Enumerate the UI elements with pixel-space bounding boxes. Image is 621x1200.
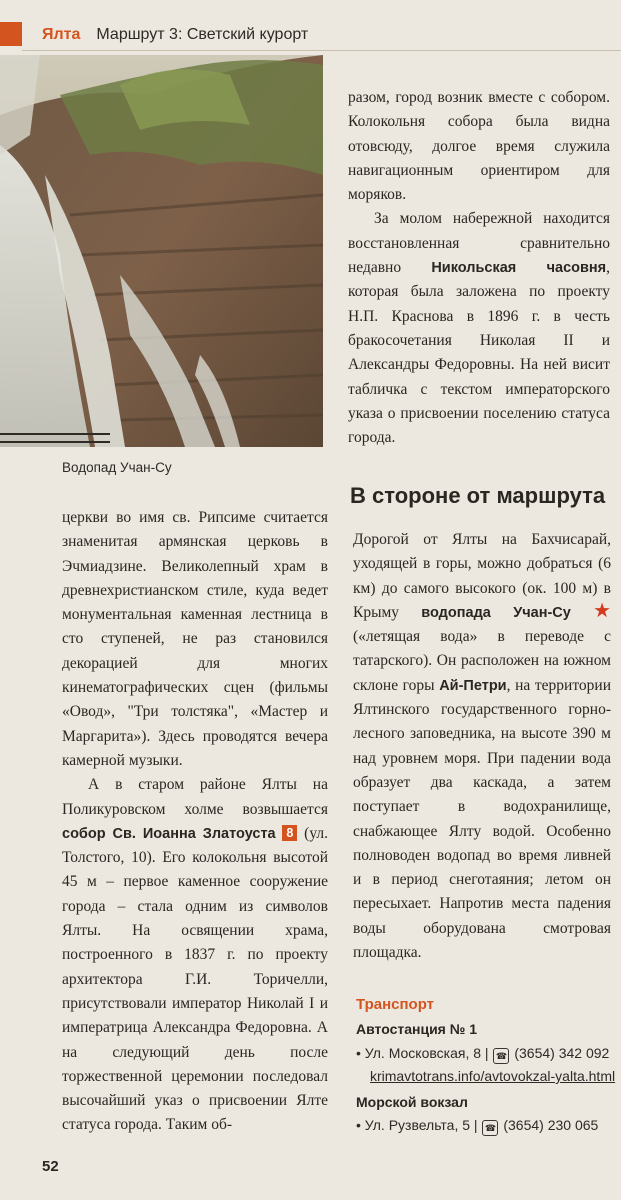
star-icon: ★ [593,599,612,622]
photo-caption: Водопад Учан-Су [62,460,172,475]
header-tab-marker [0,22,22,46]
aside-heading: В стороне от маршрута [350,483,606,508]
paragraph: разом, город возник вместе с собором. Колокольня собора была видна отовсюду, долгое время служила навигационным ориентиром для моряков. [348,89,610,204]
left-column [62,506,328,1138]
header-route: Маршрут 3: Светский курорт [96,26,309,43]
aside-body [353,528,611,965]
transport-title: Транспорт [356,996,435,1013]
page-number: 52 [42,1158,59,1175]
transport-station-1-link[interactable]: krimavtotrans.info/avtovokzal-yalta.html [370,1068,616,1084]
header-rule [22,50,621,51]
highlight-nikolskaya-chapel: Никольская часовня [431,260,607,277]
transport-station-2: Морской вокзал [356,1094,468,1110]
phone-icon: ☎ [482,1120,498,1136]
paragraph: А в старом районе Ялты на Поликуровском холме возвышается собор Св. Иоанна Златоуста 8 (ул. Толстого, 10). Его колокольня высотой 45 м – первое каменное сооружение города – стала одним из символов Ялты. На освящении храма, построенного в 1837 г. по проекту архитектора Г.И. Торичелли, присутствовали император Николай I и императрица Александра Федоровна. А на следующий день после торжественной церемонии последовал высочайший указ о присвоении Ялте статуса города. Таким об- [62,776,329,1134]
phone-icon: ☎ [493,1048,509,1064]
waterfall-photo [0,55,323,447]
highlight-waterfall: водопада Учан-Су [421,604,571,621]
paragraph: Дорогой от Ялты на Бахчисарай, уходящей в горы, можно добраться (6 км) до самого высокого (ок. 100 м) в Крыму водопада Учан-Су ★ («летящая вода» в переводе с татарского). Он расположен на южном склоне горы Ай-Петри, на территории Ялтинского государственного горно-лесного заповедника, на высоте 390 м над уровнем моря. При падении вода образует два каскада, а затем поступает в водохранилище, снабжающее Ялту водой. Особенно полноводен водопад во время ливней и в период снеготаяния; летом он пересыхает. Напротив места падения воды оборудована смотровая площадка. [353,531,612,962]
paragraph: За молом набережной находится восстановленная сравнительно недавно Никольская часовня, которая была заложена по проекту Н.П. Краснова в 1896 г. в честь бракосочетания Николая II и Александры Федоровны. На ней висит табличка с текстом императорского указа о присвоении поселению статуса города. [348,210,610,447]
transport-station-1: Автостанция № 1 [356,1021,478,1037]
highlight-cathedral: собор Св. Иоанна Златоуста [62,825,276,842]
paragraph: церкви во имя св. Рипсиме считается знаменитая армянская церковь в Эчмиадзине. Великолепный храм в древнехристианском стиле, куда ведет монументальная каменная лестница в сто ступеней, не раз становился декорацией для многих кинематографических сцен (фильмы «Овод», "Три толстяка", «Мастер и Маргарита»). Здесь проводятся вечера камерной музыки. [62,509,328,769]
running-header [42,26,308,44]
highlight-ai-petri: Ай-Петри [439,677,507,694]
map-marker-badge: 8 [282,825,297,841]
header-city: Ялта [42,26,81,43]
right-column-top [348,86,610,450]
transport-station-1-details: • Ул. Московская, 8 | ☎ (3654) 342 092 [356,1045,609,1064]
transport-station-2-details: • Ул. Рузвельта, 5 | ☎ (3654) 230 065 [356,1117,598,1136]
